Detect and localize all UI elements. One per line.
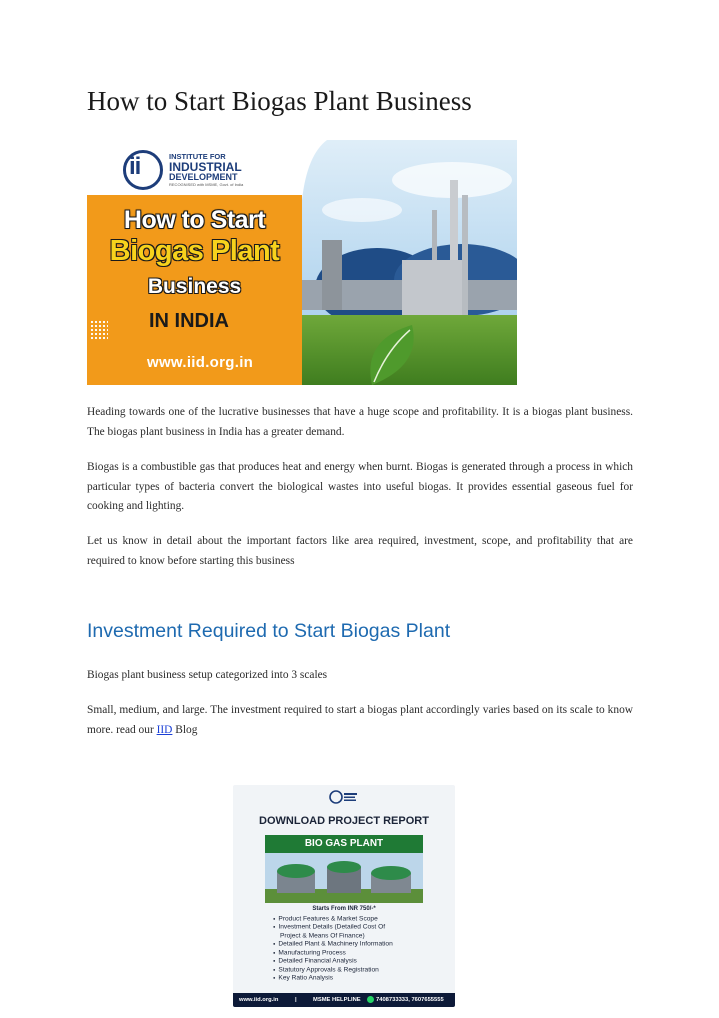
list-item: ● Detailed Financial Analysis — [273, 957, 393, 965]
report-footer-phone-numbers: 7408733333, 7607655555 — [376, 997, 444, 1003]
project-report-ad[interactable] — [233, 785, 455, 1007]
list-item: ● Statutory Approvals & Registration — [273, 966, 393, 974]
report-plant-photo — [265, 853, 423, 903]
section-heading-investment: Investment Required to Start Biogas Plant — [87, 620, 451, 642]
hero-url: www.iid.org.in — [147, 354, 254, 371]
logo-mark: ii — [129, 153, 141, 180]
logo-line4: RECOGNISED with MSME, Govt. of India — [169, 182, 244, 187]
investment-paragraph — [87, 701, 633, 740]
logo-line2: INDUSTRIAL — [169, 160, 242, 174]
list-item: ● Product Features & Market Scope — [273, 915, 393, 923]
hero-headline-1: How to Start — [123, 206, 266, 234]
hero-banner — [87, 140, 517, 385]
report-title: DOWNLOAD PROJECT REPORT — [259, 815, 429, 827]
biogas-definition-paragraph: Biogas is a combustible gas that produces heat and energy when burnt. Biogas is generated through a process in which particular types of bacteria convert the biological wastes into useful biogas. It provides essential gaseous fuel for cooking and lighting. — [87, 461, 633, 512]
iid-blog-link[interactable]: IID — [156, 723, 173, 736]
page-title: How to Start Biogas Plant Business — [87, 86, 472, 116]
list-item: ● Investment Details (Detailed Cost Of — [273, 923, 393, 931]
report-logo-icon — [329, 790, 359, 804]
factors-paragraph: Let us know in detail about the important factors like area required, investment, scope, and profitability that are required to know before starting this business — [87, 535, 633, 567]
report-footer-helpline: MSME HELPLINE — [313, 997, 361, 1003]
investment-text: Small, medium, and large. The investment required to start a biogas plant accordingly varies based on its scale to know more. read our — [87, 704, 633, 736]
list-item: ● Manufacturing Process — [273, 949, 393, 957]
intro-paragraph: Heading towards one of the lucrative businesses that have a huge scope and profitability. It is a biogas plant business. The biogas plant business in India has a greater demand. — [87, 406, 633, 438]
whatsapp-icon — [367, 996, 374, 1003]
report-price: Starts From INR 750/-* — [312, 906, 376, 912]
report-feature-list — [273, 915, 393, 983]
logo-line1: INSTITUTE FOR — [169, 152, 226, 161]
iid-logo — [123, 150, 283, 192]
report-footer-separator: | — [295, 997, 297, 1003]
list-item: ● Detailed Plant & Machinery Information — [273, 940, 393, 948]
scales-paragraph: Biogas plant business setup categorized into 3 scales — [87, 669, 328, 681]
list-item: Project & Means Of Finance) — [280, 932, 365, 940]
dot-pattern-icon — [90, 320, 108, 340]
hero-headline-3: Business — [147, 275, 242, 298]
hero-headline-2: Biogas Plant — [109, 235, 280, 267]
logo-text — [169, 152, 243, 188]
logo-line3: DEVELOPMENT — [169, 172, 238, 182]
investment-text-end: Blog — [172, 723, 198, 736]
report-product-band: BIO GAS PLANT — [265, 835, 423, 853]
report-footer-url: www.iid.org.in — [239, 997, 279, 1003]
list-item: ● Key Ratio Analysis — [273, 974, 393, 982]
report-footer — [233, 993, 455, 1007]
report-footer-phones — [367, 993, 444, 1007]
biogas-plant-photo — [302, 140, 517, 385]
hero-headline-4: IN INDIA — [149, 310, 229, 332]
